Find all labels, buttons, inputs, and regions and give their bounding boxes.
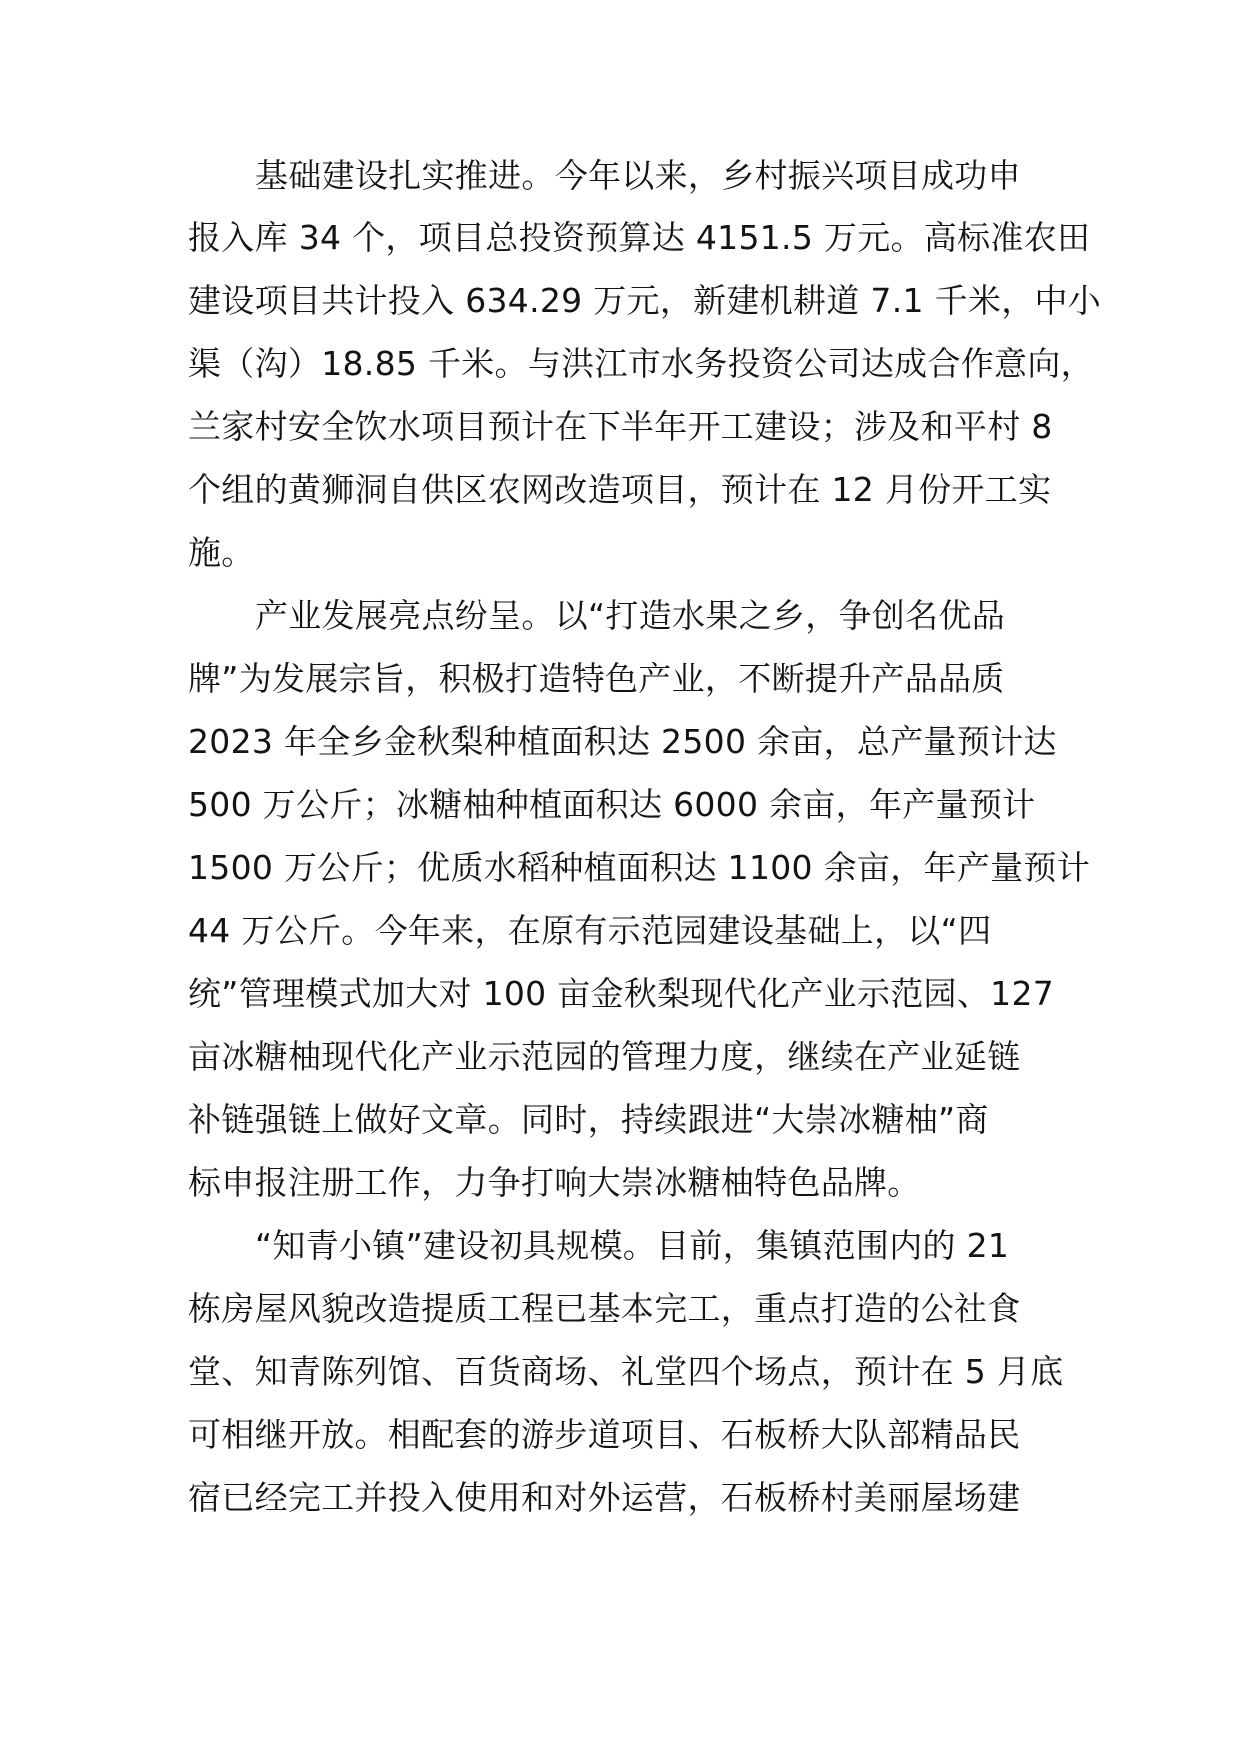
paragraph-3-line-4: 可相继开放。相配套的游步道项目、石板桥大队部精品民 [188,1415,1021,1454]
paragraph-2-line-1: 产业发展亮点纷呈。以“打造水果之乡，争创名优品 [255,596,1005,635]
paragraph-2-line-4: 500 万公斤；冰糖柚种植面积达 6000 余亩，年产量预计 [188,785,1036,824]
paragraph-2-line-5: 1500 万公斤；优质水稻种植面积达 1100 余亩，年产量预计 [188,848,1091,887]
paragraph-1-line-5: 兰家村安全饮水项目预计在下半年开工建设；涉及和平村 8 [188,407,1053,446]
paragraph-2-line-2: 牌”为发展宗旨，积极打造特色产业，不断提升产品品质 [188,659,1005,698]
paragraph-1-line-3: 建设项目共计投入 634.29 万元，新建机耕道 7.1 千米，中小 [188,281,1102,320]
paragraph-2-line-6: 44 万公斤。今年来，在原有示范园建设基础上，以“四 [188,911,992,950]
paragraph-3-line-3: 堂、知青陈列馆、百货商场、礼堂四个场点，预计在 5 月底 [188,1352,1064,1391]
paragraph-2-line-3: 2023 年全乡金秋梨种植面积达 2500 余亩，总产量预计达 [188,722,1057,761]
paragraph-1-line-4: 渠（沟）18.85 千米。与洪江市水务投资公司达成合作意向， [188,344,1094,383]
paragraph-1-line-6: 个组的黄狮洞自供区农网改造项目，预计在 12 月份开工实 [188,470,1052,509]
paragraph-2-line-10: 标申报注册工作，力争打响大崇冰糖柚特色品牌。 [188,1163,921,1202]
paragraph-3-line-2: 栋房屋风貌改造提质工程已基本完工，重点打造的公社食 [188,1289,1021,1328]
paragraph-1-line-1: 基础建设扎实推进。今年以来，乡村振兴项目成功申 [255,156,1021,195]
paragraph-1-line-2: 报入库 34 个，项目总投资预算达 4151.5 万元。高标准农田 [188,218,1091,257]
paragraph-2-line-7: 统”管理模式加大对 100 亩金秋梨现代化产业示范园、127 [188,974,1055,1013]
paragraph-2-line-9: 补链强链上做好文章。同时，持续跟进“大崇冰糖柚”商 [188,1100,989,1139]
paragraph-3-line-1: “知青小镇”建设初具规模。目前，集镇范围内的 21 [255,1226,1010,1265]
paragraph-2-line-8: 亩冰糖柚现代化产业示范园的管理力度，继续在产业延链 [188,1037,1021,1076]
paragraph-3-line-5: 宿已经完工并投入使用和对外运营，石板桥村美丽屋场建 [188,1478,1021,1517]
paragraph-1-line-7: 施。 [188,533,255,572]
